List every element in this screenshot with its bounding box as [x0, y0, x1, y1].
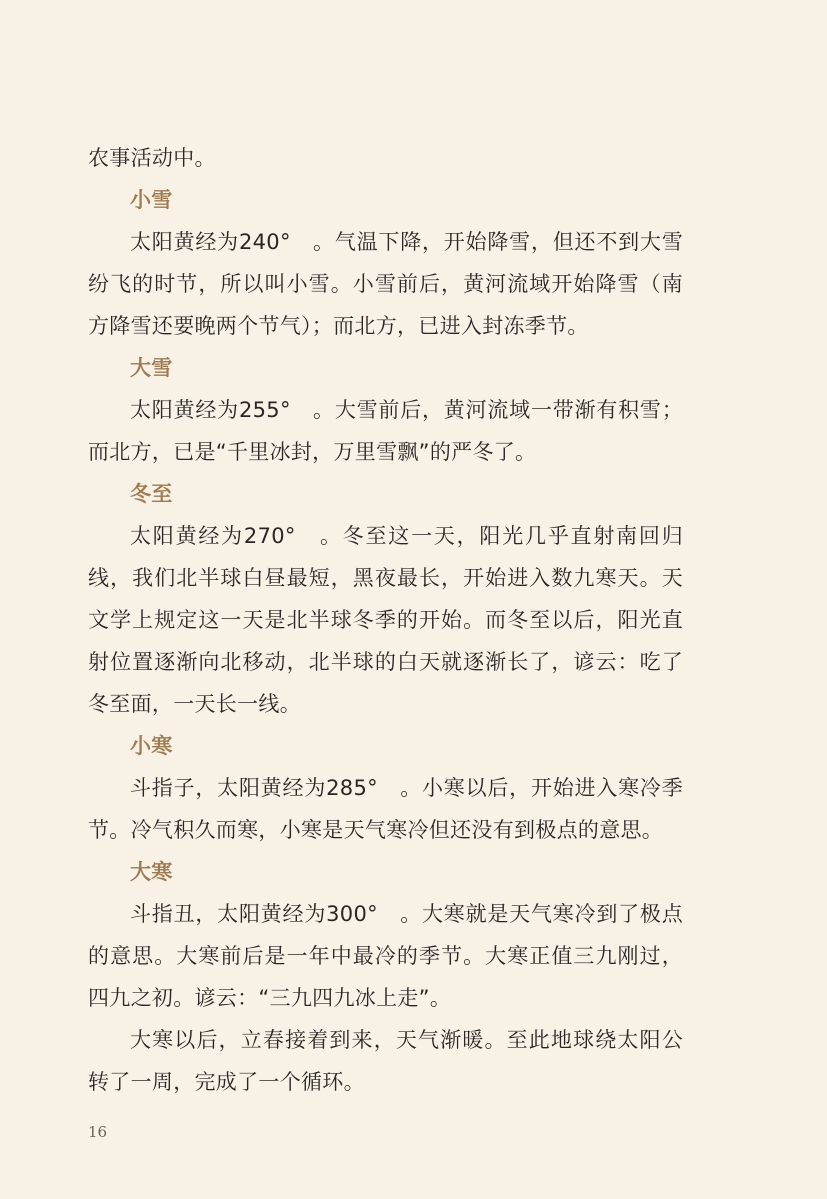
paragraph-dahan-2: 大寒以后，立春接着到来，天气渐暖。至此地球绕太阳公转了一周，完成了一个循环。: [88, 1028, 683, 1094]
heading-daxue: 大雪: [130, 356, 173, 380]
page-body: [88, 137, 683, 1103]
paragraph-xiaohan: 斗指子，太阳黄经为285° 。小寒以后，开始进入寒冷季节。冷气积久而寒，小寒是天气寒冷但还没有到极点的意思。: [88, 776, 683, 842]
opening-text: 农事活动中。: [88, 146, 216, 170]
heading-xiaoxue: 小雪: [130, 188, 173, 212]
heading-dahan: 大寒: [130, 860, 173, 884]
paragraph-daxue: 太阳黄经为255° 。大雪前后，黄河流域一带渐有积雪；而北方，已是“千里冰封，万里雪飘”的严冬了。: [88, 398, 683, 464]
paragraph-dahan-1: 斗指丑，太阳黄经为300° 。大寒就是天气寒冷到了极点的意思。大寒前后是一年中最冷的季节。大寒正值三九刚过，四九之初。谚云：“三九四九冰上走”。: [88, 902, 683, 1010]
heading-xiaohan: 小寒: [130, 734, 173, 758]
paragraph-xiaoxue: 太阳黄经为240° 。气温下降，开始降雪，但还不到大雪纷飞的时节，所以叫小雪。小雪前后，黄河流域开始降雪（南方降雪还要晚两个节气）；而北方，已进入封冻季节。: [88, 230, 683, 338]
paragraph-dongzhi: 太阳黄经为270° 。冬至这一天，阳光几乎直射南回归线，我们北半球白昼最短，黑夜最长，开始进入数九寒天。天文学上规定这一天是北半球冬季的开始。而冬至以后，阳光直射位置逐渐向北移动，北半球的白天就逐渐长了，谚云：吃了冬至面，一天长一线。: [88, 524, 683, 716]
page-number: 16: [88, 1123, 108, 1141]
heading-dongzhi: 冬至: [130, 482, 173, 506]
